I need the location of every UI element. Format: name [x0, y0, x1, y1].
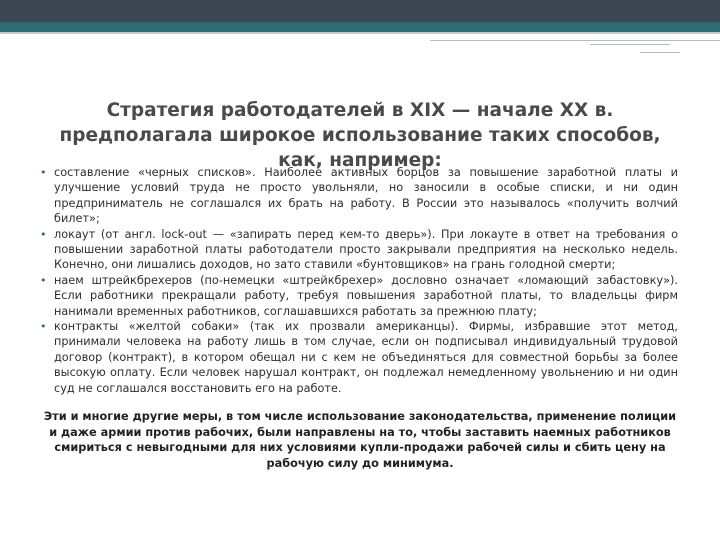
decorative-line: [430, 40, 720, 41]
bullet-list: [40, 165, 678, 396]
decorative-line: [590, 44, 670, 45]
decorative-line: [640, 52, 680, 53]
slide-title: Стратегия работодателей в XIX — начале XX в. предполагала широкое использование таких способов, как, например:: [59, 100, 661, 171]
header-band-accent: [0, 22, 720, 32]
bullet-strikebreakers: • наем штрейкбрехеров (по-немецки «штрейкбрехер» дословно означает «ломающий забастовку»). Если работники прекращали работу, требуя повышения заработной платы, то владельцы фирм нанимали временных работников, соглашавшихся работать за прежнюю плату;: [40, 273, 678, 319]
bullet-lockout: • локаут (от англ. lock-out — «запирать перед кем-то дверь»). При локауте в ответ на требования о повышении заработной платы работодатели просто закрывали предприятия на несколько недель. Конечно, они лишались доходов, но зато ставили «бунтовщиков» на грань голодной смерти;: [40, 227, 678, 273]
header-divider: [0, 32, 720, 34]
bullet-yellow-dog-contracts: • контракты «желтой собаки» (так их прозвали американцы). Фирмы, избравшие этот метод, принимали человека на работу лишь в том случае, если он подписывал индивидуальный трудовой договор (контракт), в котором обещал ни с кем не объединяться для совместной борьбы за более высокую оплату. Если человек нарушал контракт, он подлежал немедленному увольнению и ни один суд не соглашался восстановить его на работе.: [40, 319, 678, 396]
header-band-dark: [0, 0, 720, 22]
bullet-blacklists: • составление «черных списков». Наиболее активных борцов за повышение заработной платы и улучшение условий труда не просто увольняли, но заносили в особые списки, и ни один предприниматель не соглашался их брать на работу. В России это называлось «получить волчий билет»;: [40, 165, 678, 227]
summary-text: Эти и многие другие меры, в том числе использование законодательства, применение полиции и даже армии против рабочих, были направлены на то, чтобы заставить наемных работников смириться с невыгодными для них условиями купли-продажи рабочей силы и сбить цену на рабочую силу до минимума.: [43, 410, 677, 470]
